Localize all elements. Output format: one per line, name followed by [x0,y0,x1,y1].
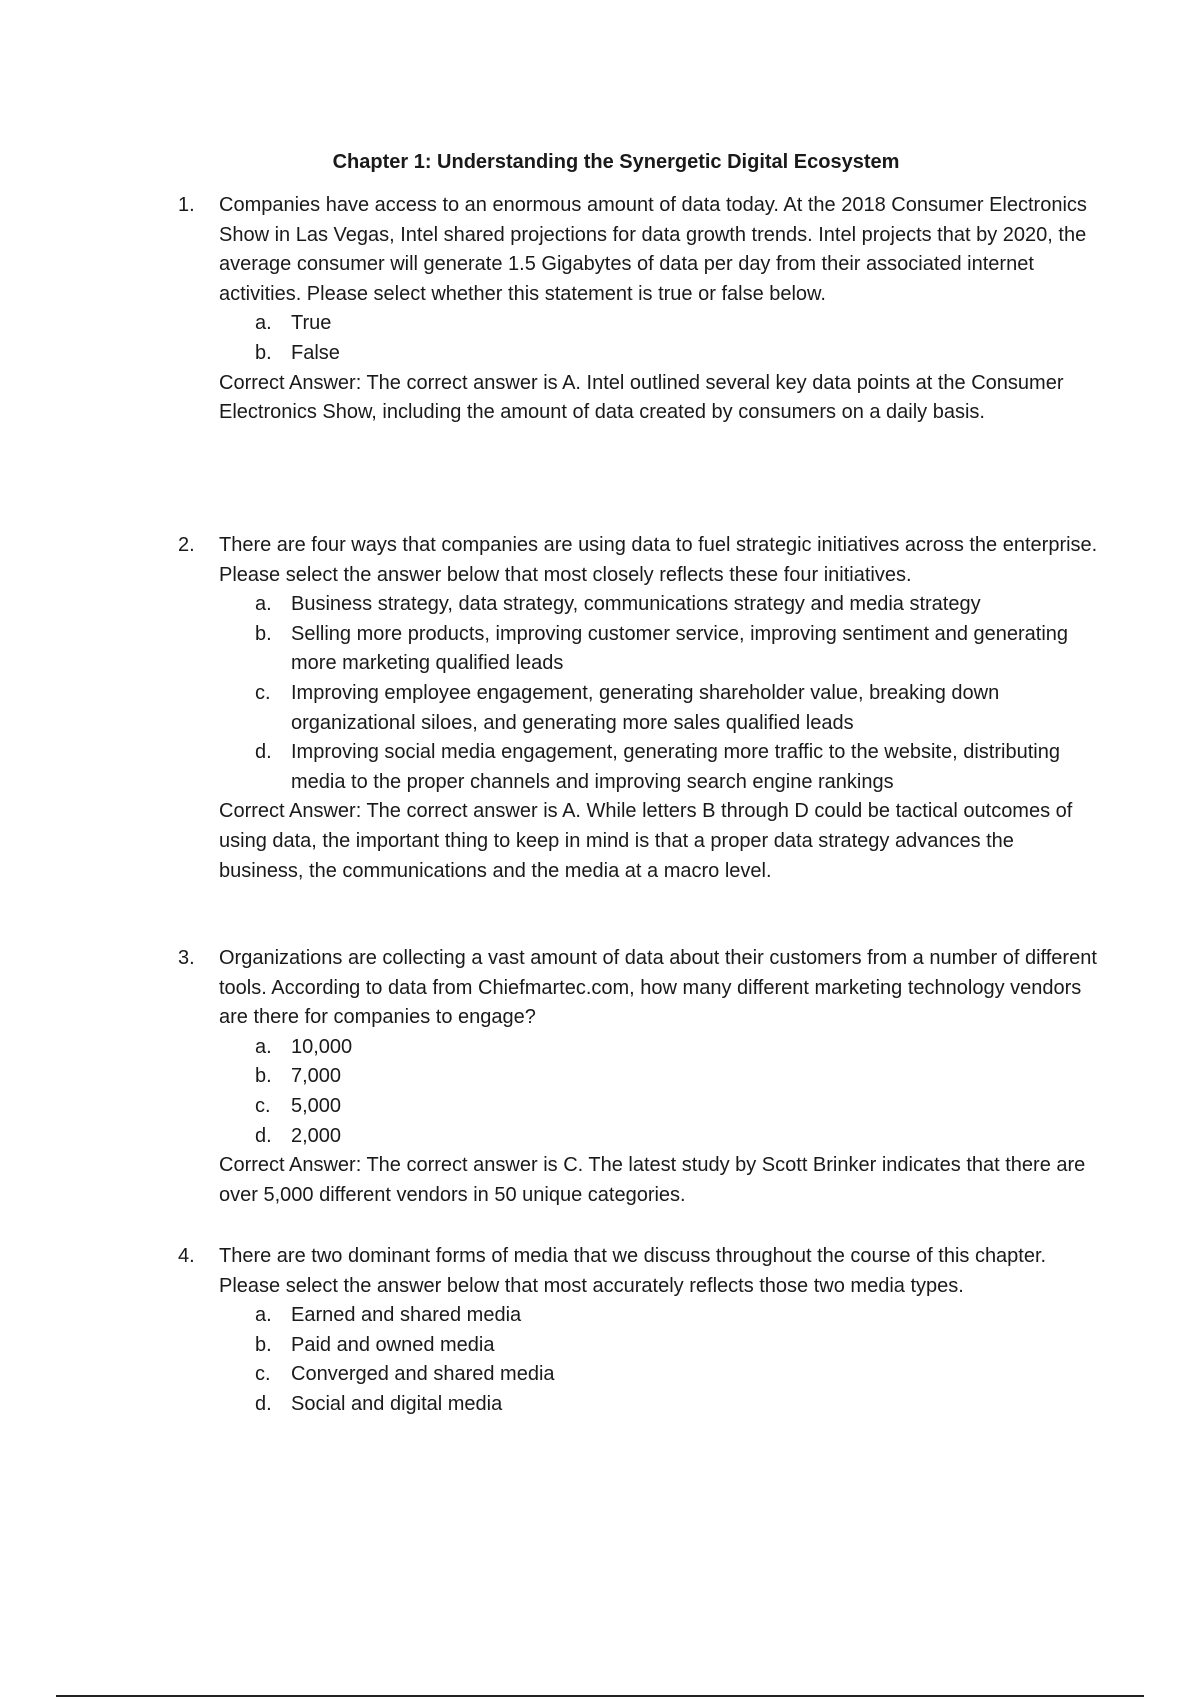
option-letter: d. [255,1392,272,1415]
option-letter: a. [255,1035,272,1058]
correct-answer: Correct Answer: The correct answer is C. The latest study by Scott Brinker indicates that there are over 5,000 different vendors in 50 unique categories. [219,1154,1086,1206]
question-3 [178,944,1098,1210]
option-letter: b. [255,1333,272,1356]
question-1 [178,191,1098,428]
option-item [255,1360,1098,1390]
correct-answer: Correct Answer: The correct answer is A. Intel outlined several key data points at the Consumer Electronics Show, including the amount of data created by consumers on a daily basis. [219,371,1064,424]
option-text: Social and digital media [291,1392,503,1415]
option-text: 7,000 [291,1065,342,1088]
option-text: Earned and shared media [291,1304,522,1327]
question-text: There are four ways that companies are using data to fuel strategic initiatives across the enterprise. Please select the answer below that most closely reflects these four initiatives. [219,534,1098,586]
option-text: 10,000 [291,1035,353,1058]
option-letter: b. [255,622,272,645]
option-text: Improving social media engagement, generating more traffic to the website, distributing media to the proper channels and improving search engine rankings [291,741,1060,793]
option-item [255,339,1098,369]
question-text: There are two dominant forms of media that we discuss throughout the course of this chapter. Please select the answer below that most accurately reflects those two media types. [219,1245,1047,1297]
option-letter: a. [255,593,272,616]
option-item [255,620,1098,679]
option-text: Paid and owned media [291,1333,495,1356]
question-number: 2. [178,534,195,556]
option-item [255,1033,1098,1063]
option-item [255,679,1098,738]
option-letter: d. [255,1124,272,1147]
question-number: 1. [178,194,195,216]
option-list [219,1033,1098,1151]
option-item [255,738,1098,797]
option-item [255,590,1098,620]
option-item [255,1301,1098,1331]
question-number: 3. [178,947,195,969]
option-letter: d. [255,741,272,764]
option-list [219,309,1098,368]
option-letter: a. [255,1304,272,1327]
option-text: 5,000 [291,1094,342,1117]
option-letter: c. [255,1094,271,1117]
option-letter: a. [255,312,272,335]
footer-divider [56,1695,1144,1697]
option-item [255,1092,1098,1122]
option-text: False [291,341,340,364]
question-number: 4. [178,1245,195,1267]
question-2 [178,531,1098,886]
option-text: 2,000 [291,1124,342,1147]
option-list [219,1301,1098,1419]
question-4 [178,1242,1098,1420]
option-item [255,1122,1098,1152]
option-letter: b. [255,341,272,364]
option-letter: b. [255,1065,272,1088]
option-item [255,1390,1098,1420]
question-text: Companies have access to an enormous amount of data today. At the 2018 Consumer Electronics Show in Las Vegas, Intel shared projections for data growth trends. Intel projects that by 2020, the average consumer will generate 1.5 Gigabytes of data per day from their associated internet activities. Please select whether this statement is true or false below. [219,194,1087,305]
option-item [255,1331,1098,1361]
option-list [219,590,1098,797]
option-text: True [291,312,332,335]
option-text: Business strategy, data strategy, communications strategy and media strategy [291,593,981,616]
option-letter: c. [255,1363,271,1386]
option-item [255,309,1098,339]
option-letter: c. [255,681,271,704]
option-text: Selling more products, improving customer service, improving sentiment and generating more marketing qualified leads [291,622,1069,675]
option-text: Converged and shared media [291,1363,555,1386]
correct-answer: Correct Answer: The correct answer is A. While letters B through D could be tactical outcomes of using data, the important thing to keep in mind is that a proper data strategy advances the business, the communications and the media at a macro level. [219,800,1073,882]
question-text: Organizations are collecting a vast amount of data about their customers from a number of different tools. According to data from Chiefmartec.com, how many different marketing technology vendors are there for companies to engage? [219,947,1097,1029]
option-text: Improving employee engagement, generating shareholder value, breaking down organizational siloes, and generating more sales qualified leads [291,681,1000,734]
chapter-title: Chapter 1: Understanding the Synergetic Digital Ecosystem [332,151,900,173]
option-item [255,1062,1098,1092]
